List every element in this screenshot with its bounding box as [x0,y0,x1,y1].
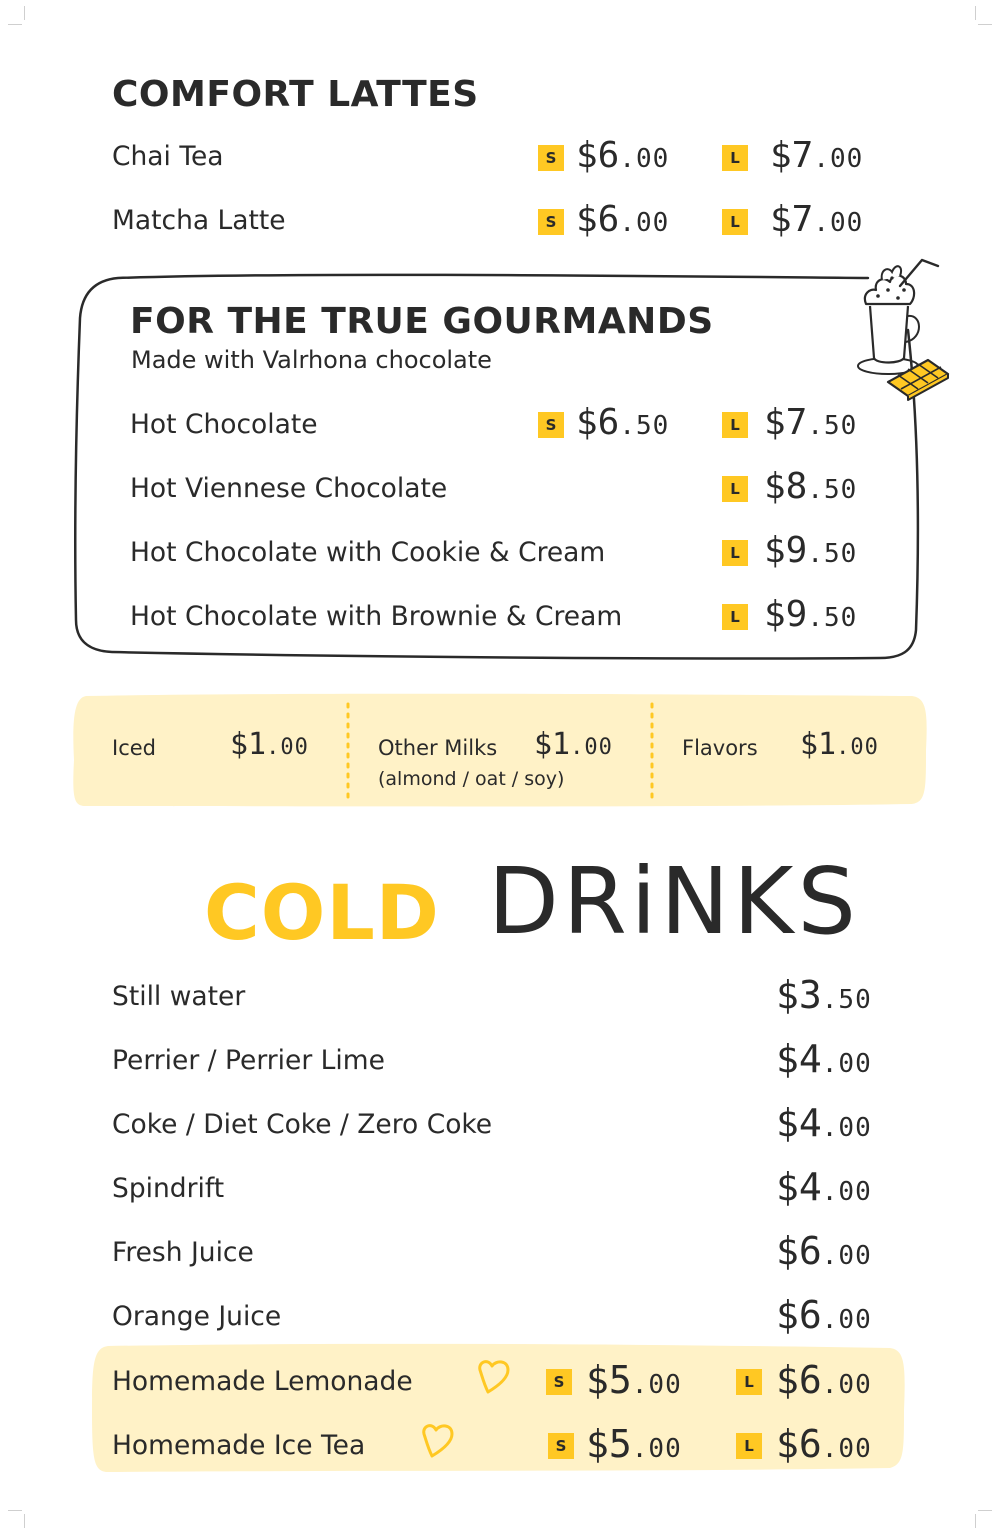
size-badge-large: L [722,209,748,235]
size-badge-large: L [722,604,748,630]
price-dollars: $4 [776,1037,822,1081]
menu-item-name: Fresh Juice [112,1237,254,1268]
price-dollars: $6 [776,1358,822,1402]
cold-title: COLD [204,868,440,957]
chocolate-bar-icon [882,352,954,402]
price-dollars: $1 [800,727,837,762]
price-dollars: $9 [764,530,808,571]
heart-icon [474,1356,518,1396]
price-large [776,1358,872,1402]
size-badge-small: S [538,209,564,235]
price-large [764,466,858,507]
price-cents: .00 [821,1305,872,1335]
price-cents: .00 [619,144,670,174]
price-cents: .00 [631,1434,682,1464]
price-cents: .00 [836,735,879,760]
price-cents: .00 [266,735,309,760]
crop-mark [975,1514,976,1528]
price-large [764,402,858,443]
price-cents: .00 [821,1049,872,1079]
size-badge-large: L [722,476,748,502]
size-badge-large: L [736,1433,762,1459]
size-badge-small: S [548,1433,574,1459]
price-cents: .00 [821,1434,872,1464]
crop-mark [24,1514,25,1528]
menu-item-name: Hot Chocolate [130,409,318,440]
price [776,1229,872,1273]
menu-item-name: Hot Chocolate with Cookie & Cream [130,537,606,568]
size-badge-small: S [538,145,564,171]
price-dollars: $5 [586,1422,632,1466]
gourmands-subtitle: Made with Valrhona chocolate [131,346,492,374]
price-cents: .00 [821,1370,872,1400]
price-cents: .00 [619,208,670,238]
price-dollars: $1 [230,727,267,762]
menu-item-name: Matcha Latte [112,205,286,236]
size-badge-large: L [722,145,748,171]
menu-item-name: Homemade Lemonade [112,1366,413,1397]
price-dollars: $4 [776,1165,822,1209]
price-cents: .00 [631,1370,682,1400]
menu-item-name: Chai Tea [112,141,224,172]
price-cents: .50 [619,411,670,441]
price-cents: .50 [807,411,858,441]
menu-item-name: Coke / Diet Coke / Zero Coke [112,1109,493,1140]
price-large [764,594,858,635]
size-badge-large: L [722,412,748,438]
price-cents: .50 [807,603,858,633]
menu-item-name: Perrier / Perrier Lime [112,1045,385,1076]
price-cents: .00 [821,1113,872,1143]
price [776,1101,872,1145]
price-large [776,1422,872,1466]
menu-item-name: Hot Chocolate with Brownie & Cream [130,601,623,632]
price [776,1037,872,1081]
price-dollars: $3 [776,973,822,1017]
price-dollars: $7 [770,135,814,176]
price-dollars: $4 [776,1101,822,1145]
size-badge-small: S [538,412,564,438]
gourmands-title: FOR THE TRUE GOURMANDS [130,301,714,342]
price-dollars: $7 [764,402,808,443]
extra-label: Other Milks [378,736,498,760]
heart-icon [418,1420,462,1460]
extra-note: (almond / oat / soy) [378,768,565,790]
size-badge-large: L [722,540,748,566]
price-cents: .00 [821,1177,872,1207]
price [776,973,872,1017]
extra-label: Flavors [682,736,758,760]
extra-label: Iced [112,736,156,760]
price-dollars: $7 [770,199,814,240]
extra-price [534,727,613,762]
price-cents: .00 [813,144,864,174]
price-cents: .50 [821,985,872,1015]
price-dollars: $5 [586,1358,632,1402]
menu-item-name: Homemade Ice Tea [112,1430,366,1461]
price-dollars: $6 [576,199,620,240]
price-small [586,1358,682,1402]
price-small [586,1422,682,1466]
price-dollars: $8 [764,466,808,507]
menu-item-name: Spindrift [112,1173,225,1204]
price-dollars: $6 [576,135,620,176]
size-badge-small: S [546,1369,572,1395]
crop-mark [978,1510,992,1511]
price [776,1293,872,1337]
price-dollars: $6 [776,1293,822,1337]
price-cents: .00 [570,735,613,760]
menu-item-name: Orange Juice [112,1301,282,1332]
extra-price [800,727,879,762]
price-cents: .50 [807,475,858,505]
price-large [764,530,858,571]
price-dollars: $6 [776,1422,822,1466]
price-small [576,402,670,443]
price-dollars: $9 [764,594,808,635]
comfort-lattes-title: COMFORT LATTES [112,74,479,115]
size-badge-large: L [736,1369,762,1395]
price [776,1165,872,1209]
extra-price [230,727,309,762]
price-cents: .00 [813,208,864,238]
price-dollars: $1 [534,727,571,762]
price-cents: .50 [807,539,858,569]
drinks-title: DRiNKS [488,848,860,955]
price-dollars: $6 [776,1229,822,1273]
menu-item-name: Hot Viennese Chocolate [130,473,448,504]
price-dollars: $6 [576,402,620,443]
crop-mark [8,1510,22,1511]
price-cents: .00 [821,1241,872,1271]
menu-item-name: Still water [112,981,246,1012]
